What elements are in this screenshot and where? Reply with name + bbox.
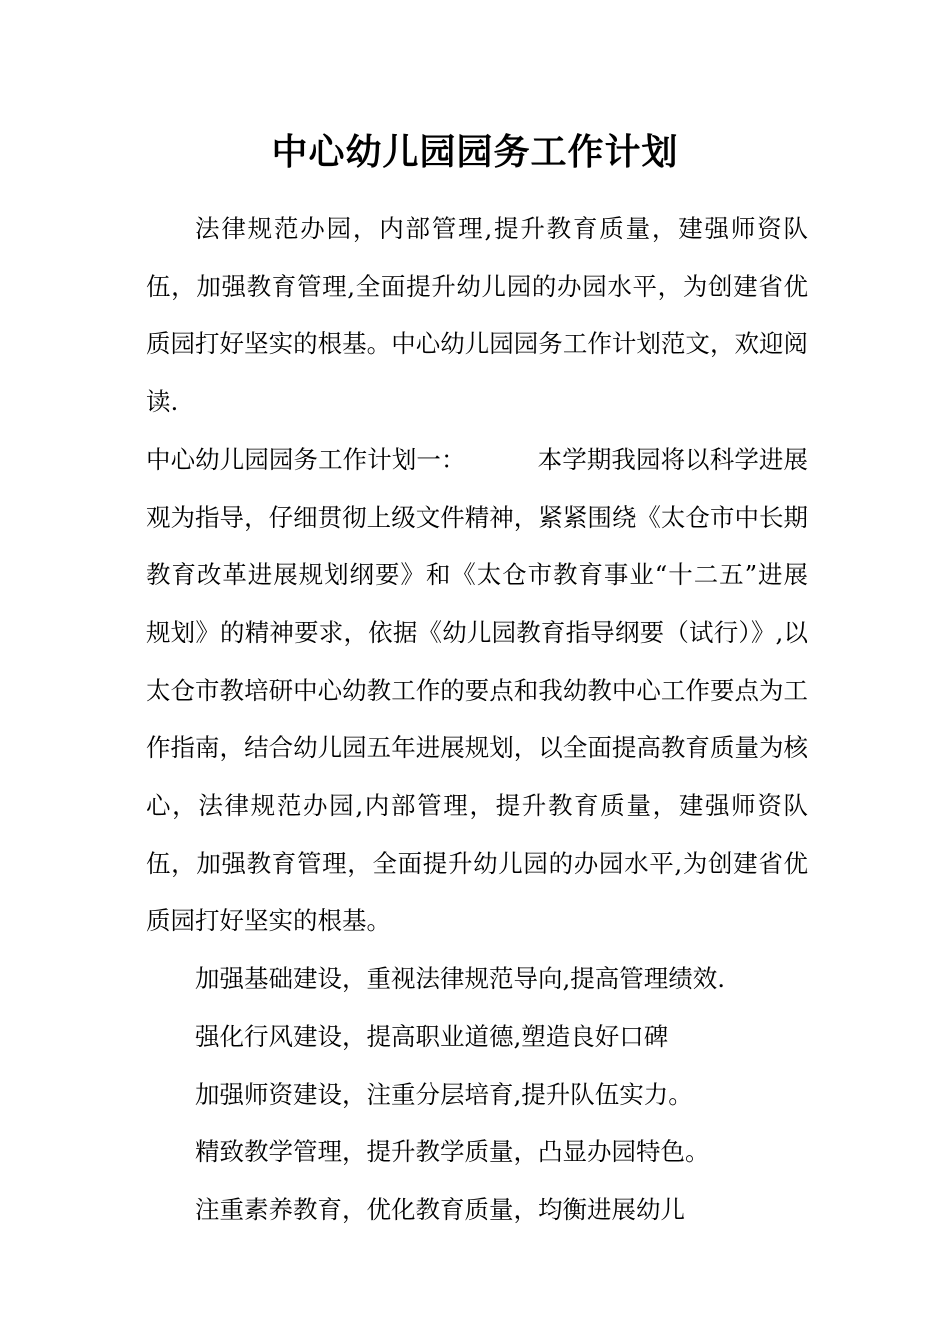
document-title: 中心幼儿园园务工作计划 xyxy=(271,131,679,173)
plan-paragraph xyxy=(146,431,808,950)
point-item: 精致教学管理，提升教学质量，凸显办园特色。 xyxy=(195,1137,710,1167)
point-item: 强化行风建设，提高职业道德,塑造良好口碑 xyxy=(195,1021,669,1051)
document-body xyxy=(146,200,808,1239)
point-item: 加强师资建设，注重分层培育,提升队伍实力。 xyxy=(195,1079,693,1109)
point-item: 加强基础建设，重视法律规范导向,提高管理绩效. xyxy=(195,964,726,994)
plan-body-text: 本学期我园将以科学进展观为指导，仔细贯彻上级文件精神，紧紧围绕《太仓市中长期教育改革进展规划纲要》和《太仓市教育事业“十二五”进展规划》的精神要求，依据《幼儿园教育指导纲要（试行）》,以太仓市教培研中心幼教工作的要点和我幼教中心工作要点为工作指南，结合幼儿园五年进展规划，以全面提高教育质量为核心，法律规范办园,内部管理，提升教育质量，建强师资队伍，加强教育管理，全面提升幼儿园的办园水平,为创建省优质园打好坚实的根基。 xyxy=(146,444,809,936)
point-item: 注重素养教育，优化教育质量，均衡进展幼儿 xyxy=(195,1194,685,1224)
intro-paragraph: 法律规范办园，内部管理,提升教育质量，建强师资队伍，加强教育管理,全面提升幼儿园的办园水平，为创建省优质园打好坚实的根基。中心幼儿园园务工作计划范文，欢迎阅读. xyxy=(146,214,808,417)
plan-heading: 中心幼儿园园务工作计划一： xyxy=(146,444,466,474)
